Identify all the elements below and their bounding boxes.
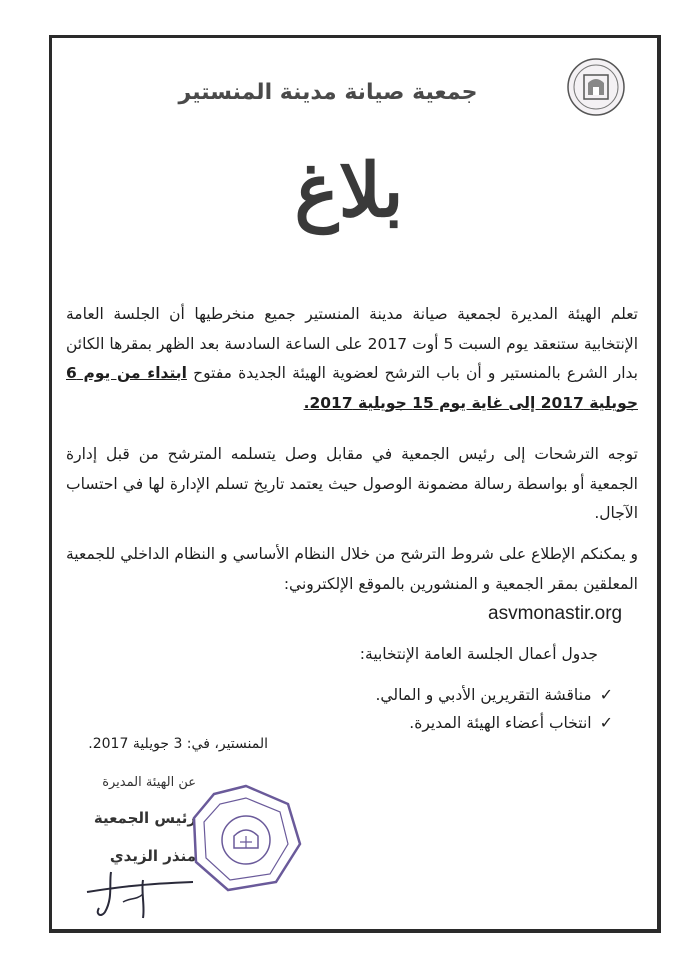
on-behalf-label: عن الهيئة المديرة xyxy=(102,775,196,790)
check-icon: ✓ xyxy=(599,713,613,732)
handwritten-signature xyxy=(83,862,203,922)
agenda-list xyxy=(283,681,613,737)
paragraph-submission: توجه الترشحات إلى رئيس الجمعية في مقابل وصل يتسلمه المترشح من قبل إدارة الجمعية أو بواسطة رسالة مضمونة الوصول حيث يعتمد تاريخ تسلم الإدارة لها في احتساب الآجال. xyxy=(66,445,638,522)
agenda-item xyxy=(283,709,613,737)
announcement-text: تعلم الهيئة المديرة لجمعية صيانة مدينة المنستير جميع منخرطيها أن الجلسة العامة الإنتخابية ستنعقد يوم السبت 5 أوت 2017 على الساعة السادسة بعد الظهر بمقرها الكائن بدار الشرع بالمنستير و أن باب الترشح لعضوية الهيئة الجديدة مفتوح xyxy=(66,305,638,382)
agenda-item-label: مناقشة التقريرين الأدبي و المالي. xyxy=(375,686,592,704)
website-link[interactable]: asvmonastir.org xyxy=(488,603,623,624)
association-stamp xyxy=(188,782,304,894)
association-logo-icon xyxy=(566,57,626,117)
agenda-item-label: انتخاب أعضاء الهيئة المديرة. xyxy=(409,714,592,732)
check-icon: ✓ xyxy=(599,685,613,704)
association-name: جمعية صيانة مدينة المنستير xyxy=(178,80,478,105)
agenda-heading: جدول أعمال الجلسة العامة الإنتخابية: xyxy=(359,645,598,663)
paragraph-announcement xyxy=(66,300,638,418)
page-title: بلاغ xyxy=(294,148,404,234)
signatory-role: رئيس الجمعية xyxy=(93,809,196,827)
place-date: المنستير، في: 3 جويلية 2017. xyxy=(88,736,268,752)
agenda-item xyxy=(283,681,613,709)
paragraph-conditions: و يمكنكم الإطلاع على شروط الترشح من خلال النظام الأساسي و النظام الداخلي للجمعية المعلقين بمقر الجمعية و المنشورين بالموقع الإلكتروني: xyxy=(66,545,638,593)
signatory-name: منذر الزيدي xyxy=(109,847,196,865)
candidacy-period: ابتداء من يوم 6 جويلية 2017 إلى غاية يوم 15 جويلية 2017. xyxy=(66,364,638,412)
